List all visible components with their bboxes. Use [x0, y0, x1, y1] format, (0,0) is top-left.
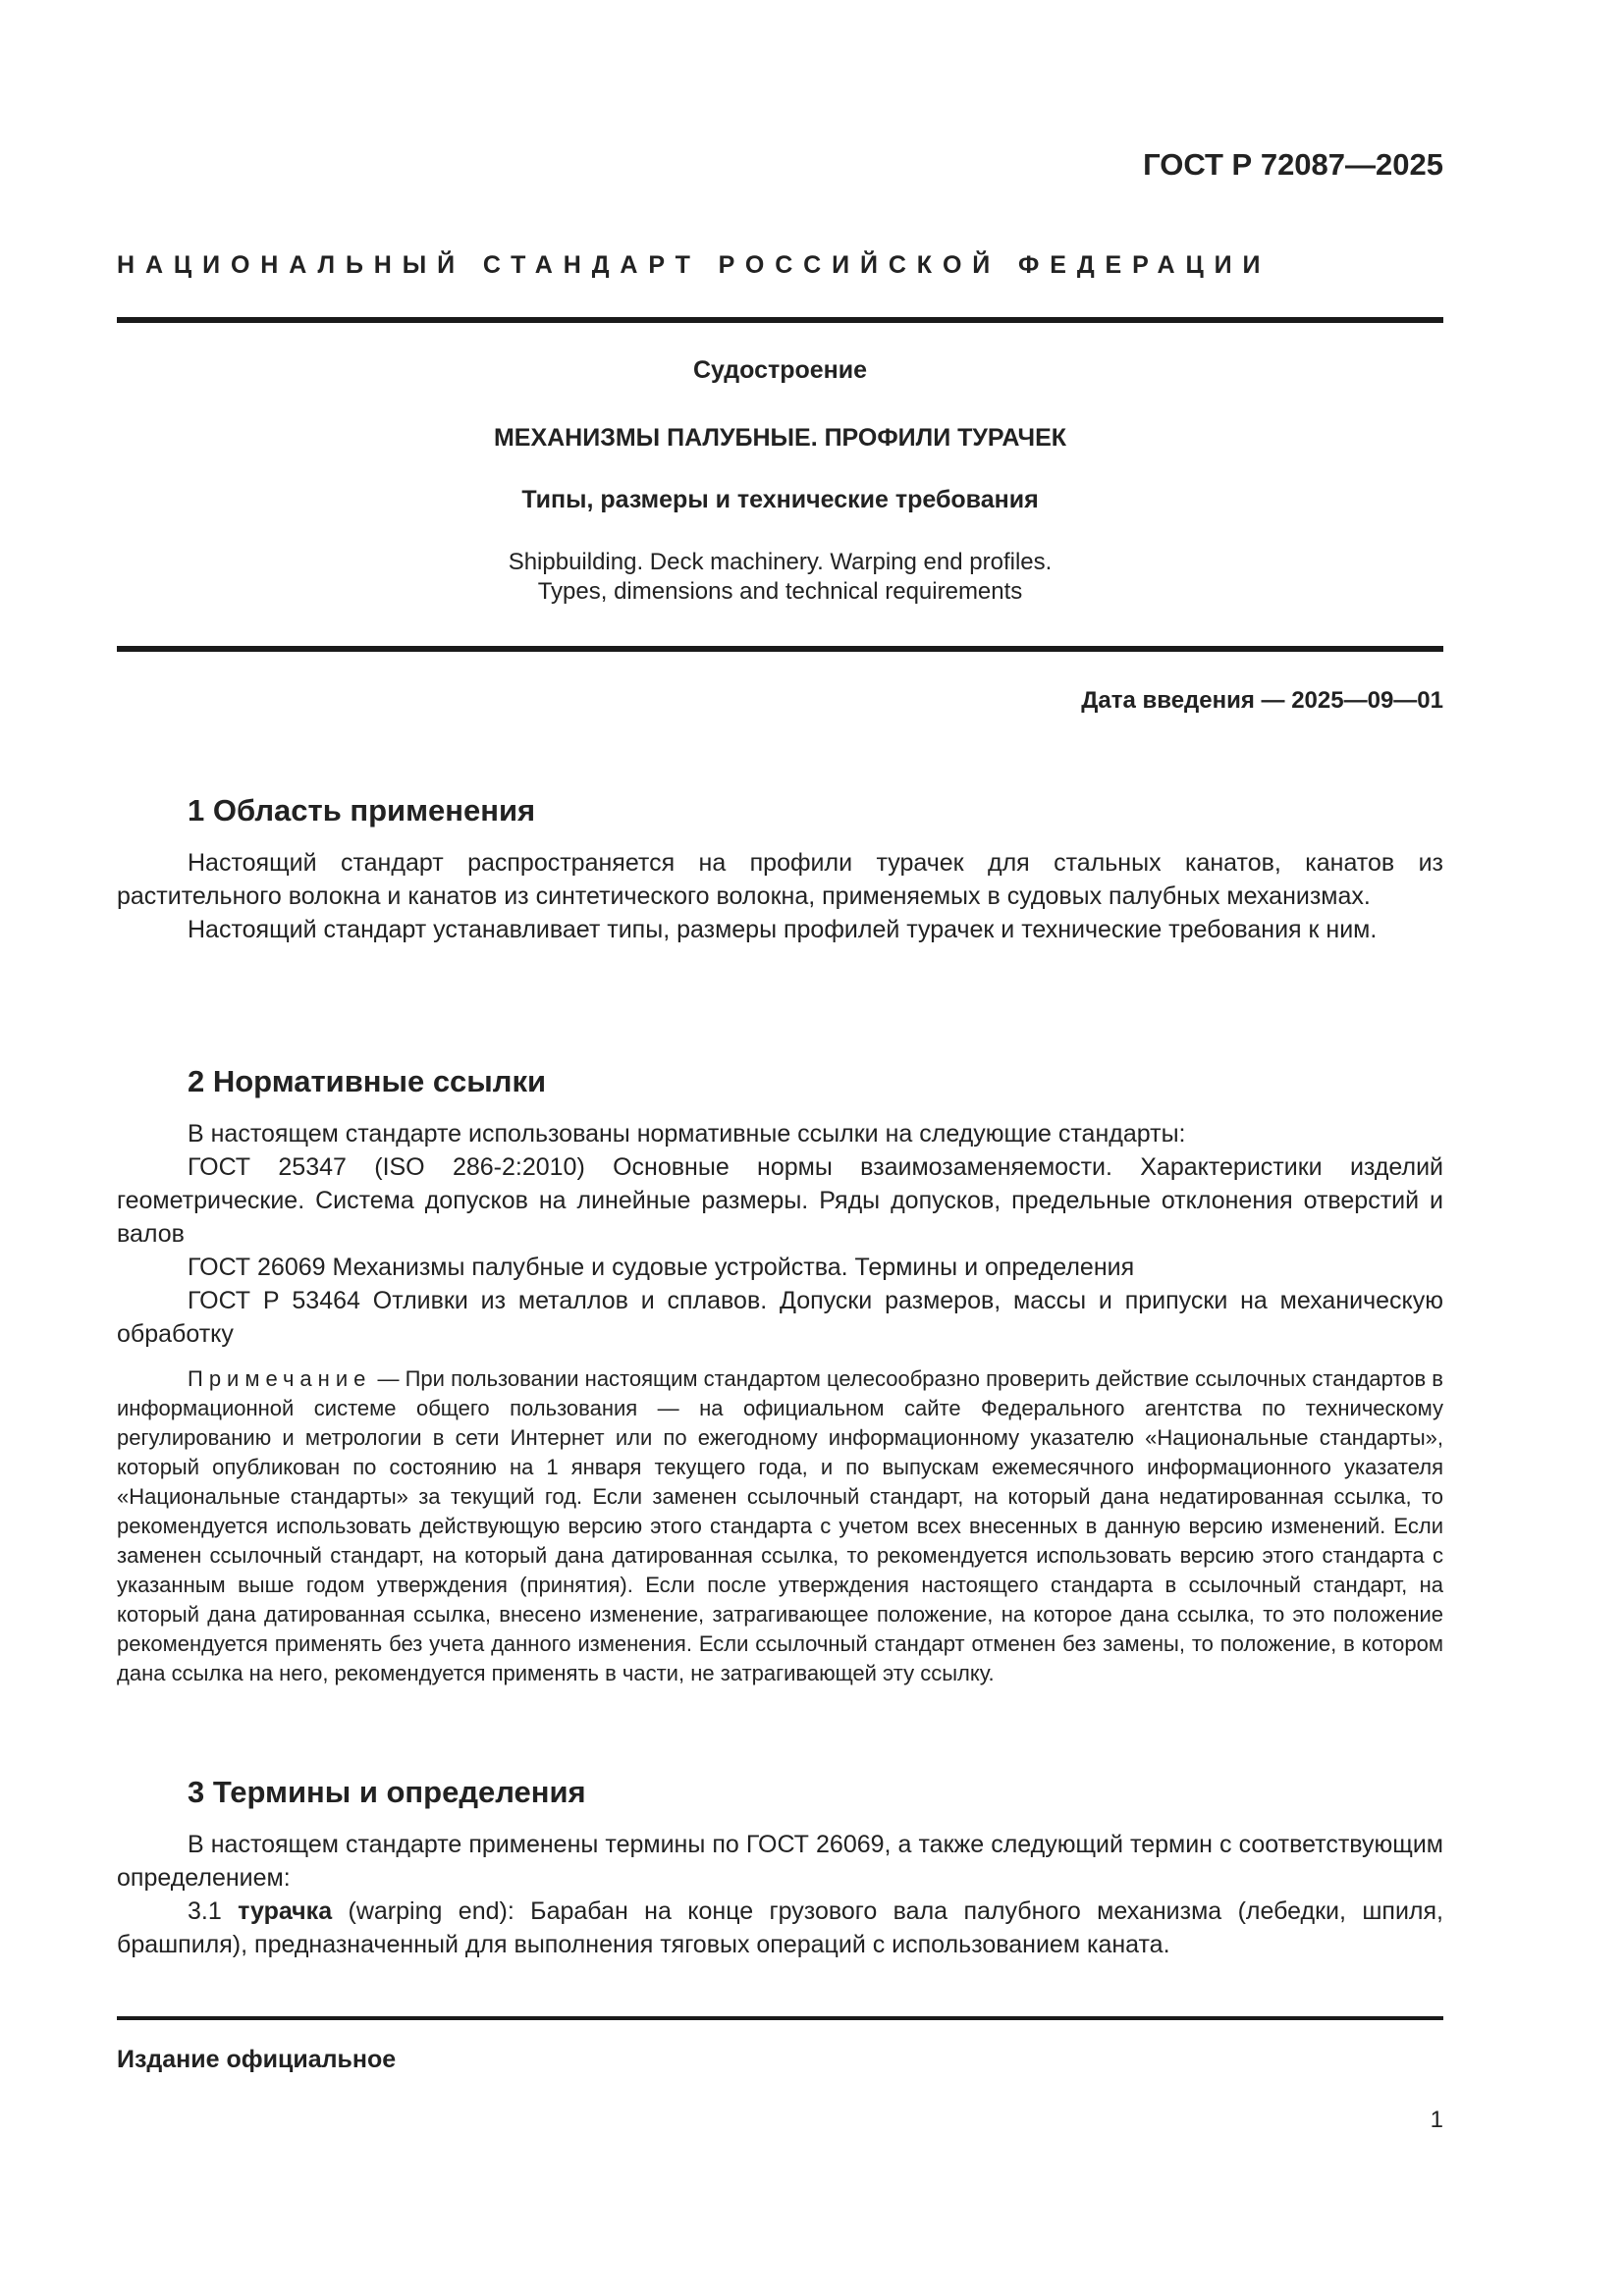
standard-number: ГОСТ Р 72087—2025 [1143, 147, 1443, 182]
section-1-paragraph: Настоящий стандарт устанавливает типы, размеры профилей турачек и технические требования к ним. [188, 916, 1378, 943]
term-definition [117, 1895, 1443, 1961]
title-types: Типы, размеры и технические требования [521, 486, 1039, 513]
section-2-intro: В настоящем стандарте использованы нормативные ссылки на следующие стандарты: [188, 1120, 1186, 1148]
section-2-heading: 2 Нормативные ссылки [188, 1064, 547, 1098]
reference-note [117, 1364, 1443, 1688]
title-english [117, 548, 1443, 607]
note-label: Примечание [188, 1366, 372, 1391]
term: турачка [238, 1897, 333, 1925]
section-3-heading: 3 Термины и определения [188, 1775, 586, 1809]
divider-top [117, 317, 1443, 323]
term-definition-text: (warping end): Барабан на конце грузового вала палубного механизма (лебедки, шпиля, брашпиля), предназначенный для выполнения тяговых операций с использованием каната. [117, 1897, 1443, 1958]
note-text: — При пользовании настоящим стандартом целесообразно проверить действие ссылочных стандартов в информационной системе общего пользования — на официальном сайте Федерального агентства по техническому регулированию и метрологии в сети Интернет или по ежегодному информационному указателю «Национальные стандарты», который опубликован по состоянию на 1 января текущего года, и по выпускам ежемесячного информационного указателя «Национальные стандарты» за текущий год. Если заменен ссылочный стандарт, на который дана недатированная ссылка, то рекомендуется использовать действующую версию этого стандарта с учетом всех внесенных в данную версию изменений. Если заменен ссылочный стандарт, на который дана датированная ссылка, то рекомендуется использовать версию этого стандарта с указанным выше годом утверждения (принятия). Если после утверждения настоящего стандарта в ссылочный стандарт, на который дана датированная ссылка, внесено изменение, затрагивающее положение, на которое дана ссылка, то это положение рекомендуется применять без учета данного изменения. Если ссылочный стандарт отменен без замены, то положение, в котором дана ссылка на него, рекомендуется применять в части, не затрагивающей эту ссылку. [117, 1366, 1443, 1685]
section-2 [117, 1064, 1443, 1688]
section-3 [117, 1775, 1443, 1961]
section-1-heading: 1 Область применения [188, 793, 536, 828]
page-number: 1 [1430, 2107, 1443, 2133]
title-subject: Судостроение [692, 356, 868, 384]
introduction-date: Дата введения — 2025—09—01 [1081, 687, 1443, 714]
divider-footer [117, 2016, 1443, 2020]
section-1-paragraph: Настоящий стандарт распространяется на профили турачек для стальных канатов, канатов из растительного волокна и канатов из синтетического волокна, применяемых в судовых палубных механизмах. [117, 849, 1443, 910]
normative-reference: ГОСТ 26069 Механизмы палубные и судовые устройства. Термины и определения [188, 1254, 1135, 1281]
official-edition-label: Издание официальное [117, 2046, 397, 2073]
title-english-line2: Types, dimensions and technical requirements [537, 578, 1023, 605]
section-3-intro: В настоящем стандарте применены термины по ГОСТ 26069, а также следующий термин с соответствующим определением: [117, 1831, 1443, 1892]
divider-title-bottom [117, 646, 1443, 652]
section-1 [117, 793, 1443, 946]
normative-reference: ГОСТ Р 53464 Отливки из металлов и сплавов. Допуски размеров, массы и припуски на механическую обработку [117, 1287, 1443, 1348]
national-standard-title: НАЦИОНАЛЬНЫЙ СТАНДАРТ РОССИЙСКОЙ ФЕДЕРАЦИИ [117, 251, 1272, 279]
term-number: 3.1 [188, 1897, 222, 1925]
normative-reference: ГОСТ 25347 (ISO 286-2:2010) Основные нормы взаимозаменяемости. Характеристики изделий геометрические. Система допусков на линейные размеры. Ряды допусков, предельные отклонения отверстий и валов [117, 1153, 1443, 1248]
title-english-line1: Shipbuilding. Deck machinery. Warping end profiles. [508, 549, 1053, 575]
title-main: МЕХАНИЗМЫ ПАЛУБНЫЕ. ПРОФИЛИ ТУРАЧЕК [493, 424, 1067, 452]
